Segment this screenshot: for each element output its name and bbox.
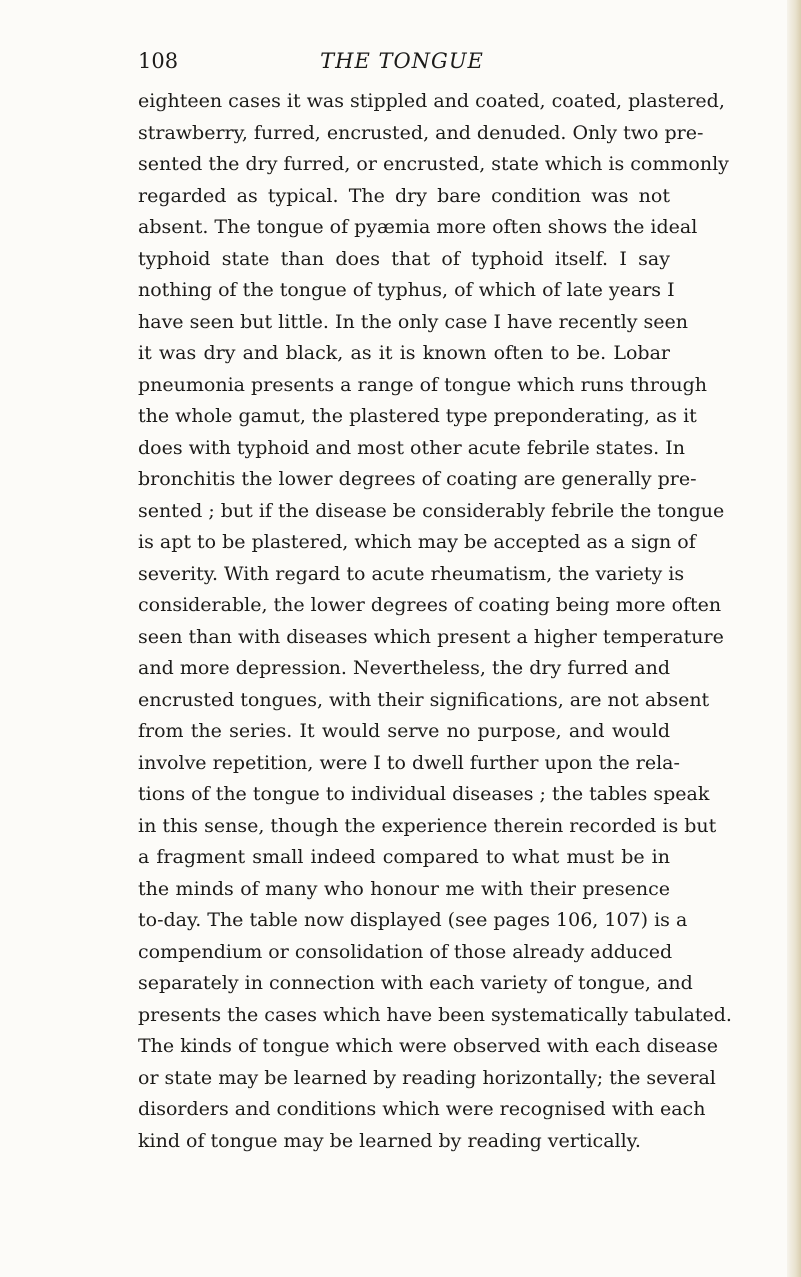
text-line: typhoid state than does that of typhoid itself. I say [138, 247, 670, 270]
text-line: nothing of the tongue of typhus, of which of late years I [138, 279, 675, 301]
text-line: seen than with diseases which present a higher temperature [138, 625, 724, 648]
page-number: 108 [138, 49, 179, 73]
running-header [138, 46, 666, 76]
text-line: to-day. The table now displayed (see pages 106, 107) is a [138, 909, 688, 931]
body-paragraph [138, 86, 732, 1157]
text-line: is apt to be plastered, which may be accepted as a sign of [138, 531, 696, 553]
text-line: bronchitis the lower degrees of coating are generally pre- [138, 468, 697, 490]
text-line: presents the cases which have been systematically tabulated. [138, 1003, 732, 1026]
text-line: from the series. It would serve no purpose, and would [138, 720, 670, 742]
text-line: absent. The tongue of pyæmia more often shows the ideal [138, 216, 698, 238]
text-line: the minds of many who honour me with their presence [138, 877, 670, 900]
text-line: compendium or consolidation of those already adduced [138, 940, 673, 963]
text-line: disorders and conditions which were recognised with each [138, 1098, 706, 1120]
text-line: involve repetition, were I to dwell further upon the rela- [138, 751, 680, 774]
text-line: regarded as typical. The dry bare condition was not [138, 184, 670, 207]
text-line: does with typhoid and most other acute febrile states. In [138, 436, 685, 459]
text-line: separately in connection with each variety of tongue, and [138, 972, 693, 994]
running-title: THE TONGUE [320, 49, 484, 73]
text-line: tions of the tongue to individual diseases ; the tables speak [138, 783, 710, 805]
text-line: severity. With regard to acute rheumatism, the variety is [138, 562, 685, 585]
text-line: the whole gamut, the plastered type preponderating, as it [138, 405, 697, 427]
text-line: a fragment small indeed compared to what must be in [138, 846, 670, 868]
text-line: in this sense, though the experience therein recorded is but [138, 814, 717, 837]
text-line: have seen but little. In the only case I have recently seen [138, 310, 688, 333]
text-line: kind of tongue may be learned by reading vertically. [138, 1129, 641, 1152]
text-line: pneumonia presents a range of tongue which runs through [138, 373, 707, 396]
text-line: eighteen cases it was stippled and coated, coated, plastered, [138, 90, 725, 112]
text-line: sented ; but if the disease be considerably febrile the tongue [138, 499, 725, 522]
text-line: encrusted tongues, with their significations, are not absent [138, 688, 710, 711]
page-edge-shadow [787, 0, 801, 1277]
text-line: considerable, the lower degrees of coating being more often [138, 594, 722, 616]
text-line: it was dry and black, as it is known often to be. Lobar [138, 342, 670, 364]
text-line: strawberry, furred, encrusted, and denuded. Only two pre- [138, 121, 704, 144]
text-line: or state may be learned by reading horizontally; the several [138, 1066, 716, 1089]
text-line: The kinds of tongue which were observed with each disease [138, 1035, 719, 1057]
text-line: and more depression. Nevertheless, the dry furred and [138, 657, 670, 679]
text-line: sented the dry furred, or encrusted, state which is commonly [138, 153, 729, 175]
